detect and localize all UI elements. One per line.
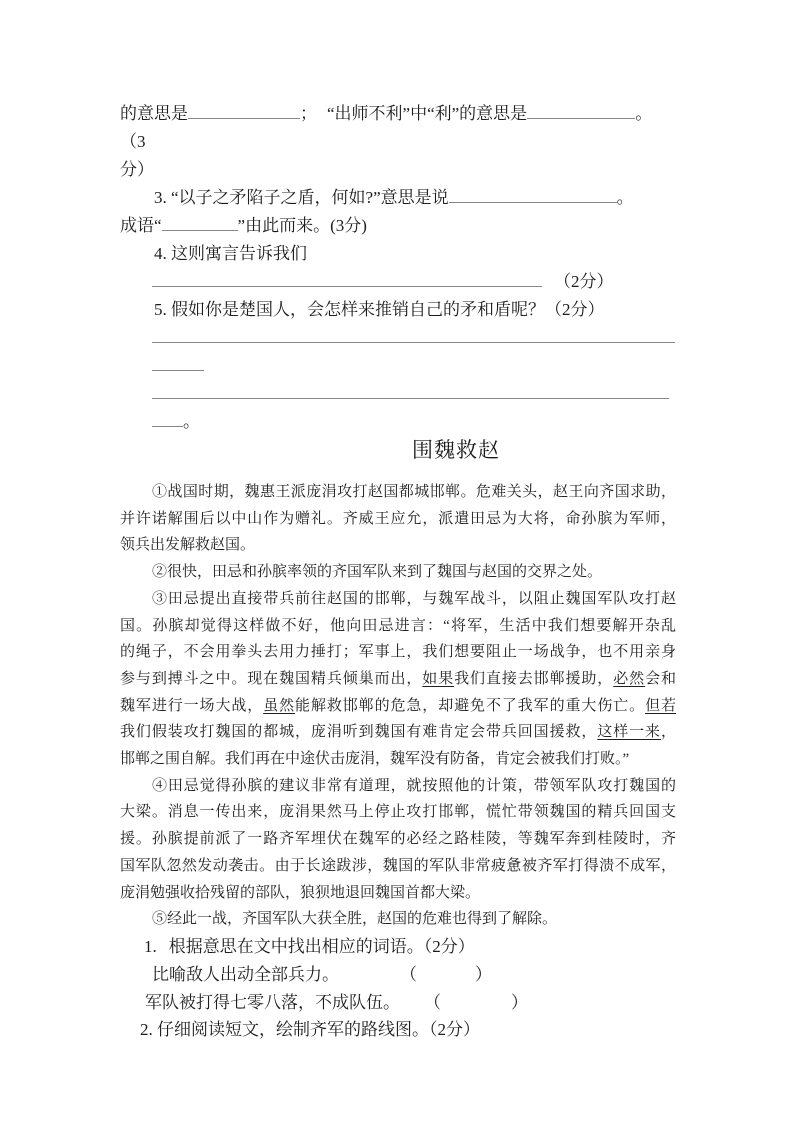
answer-blank: [152, 285, 542, 287]
answer-blank: [152, 369, 204, 371]
reading-question-1-item-a: [120, 961, 676, 989]
text-segment: 会和: [645, 670, 676, 687]
text-line: [120, 719, 676, 746]
text-segment: 魏军进行一场大战，: [120, 697, 264, 714]
spacer: [417, 979, 475, 980]
question-5-answer-line-2: [120, 352, 676, 380]
text-line: [120, 613, 676, 640]
reading-question-1-item-b: [120, 989, 676, 1017]
answer-blank: [188, 117, 300, 119]
text-line: [120, 853, 676, 880]
underlined-word: 这样一来: [597, 724, 661, 741]
page-content: [120, 100, 676, 1044]
text-line: [120, 799, 676, 826]
text-segment: 我们直接去邯郸援助，: [454, 670, 614, 687]
text-segment: 我们假装攻打魏国的都城，庞涓听到魏国有难肯定会带兵回国援救，: [120, 724, 598, 741]
underlined-word: 如果: [422, 670, 455, 687]
passage-paragraph-2: [120, 559, 676, 586]
answer-blank: [449, 201, 617, 203]
text-line: [120, 639, 676, 666]
answer-blank: [152, 341, 675, 343]
text-segment: ）: [511, 992, 528, 1012]
passage-paragraph-4: [120, 773, 676, 907]
reading-passage: [120, 479, 676, 933]
text-segment: ⑤经此一战，齐国军队大获全胜，赵国的危难也得到了解除。: [152, 911, 558, 928]
text-segment: 国军队忽然发动袭击。由于长途跋涉，魏国的军队非常疲惫被齐军打得溃不成军，: [120, 857, 676, 874]
question-5-answer-line-4: [120, 408, 676, 436]
text-line: [120, 773, 676, 800]
spacer: [400, 1007, 424, 1008]
answer-blank: [162, 229, 238, 231]
reading-questions-section: [120, 933, 676, 1044]
text-line: [120, 826, 676, 853]
spacer: [441, 1007, 511, 1008]
passage-paragraph-3: [120, 586, 676, 773]
text-segment: 的意思是: [120, 104, 188, 123]
answer-blank: [152, 397, 669, 399]
reading-question-2: [120, 1016, 676, 1044]
text-segment: 根据意思在文中找出相应的词语。（2分）: [168, 936, 475, 956]
text-segment: ）: [475, 964, 492, 984]
text-segment: 庞涓勉强收拾残留的部队，狼狈地退回魏国首都大梁。: [120, 884, 481, 901]
text-segment: 5. 假如你是楚国人，会怎样来推销自己的矛和盾呢？（2分）: [154, 300, 605, 319]
text-line: [120, 746, 676, 773]
text-line: [120, 532, 676, 559]
question-4-answer-line: [120, 268, 676, 296]
passage-paragraph-1: [120, 479, 676, 559]
underlined-word: 但若: [645, 697, 676, 714]
text-segment: 3. “以子之矛陷子之盾，何如?”意思是说: [154, 188, 449, 207]
text-segment: 。: [616, 188, 634, 207]
text-segment: 邯郸之围自解。我们再在中途伏击庞涓，魏军没有防备，肯定会被我们打败。”: [120, 751, 630, 768]
text-segment: 2. 仔细阅读短文，绘制齐军的路线图。（2分）: [140, 1020, 480, 1040]
spacer: [652, 118, 662, 119]
question-5-answer-line-1: [120, 324, 676, 352]
passage-title-line: [120, 436, 676, 467]
question-3-idiom: [120, 212, 676, 240]
text-segment: ，: [660, 724, 676, 741]
spacer: [542, 286, 554, 287]
text-segment: 领兵出发解救赵国。: [120, 537, 256, 554]
question-5-answer-line-3: [120, 380, 676, 408]
text-segment: “出师不利”中“利”的意思是: [327, 104, 528, 123]
text-line: [120, 880, 676, 907]
reading-question-1: [120, 933, 676, 961]
spacer: [317, 118, 327, 119]
text-line: [120, 906, 676, 933]
text-segment: ④田忌觉得孙膑的建议非常有道理，就按照他的计策，带领军队攻打魏国的: [152, 777, 676, 794]
text-segment: （3: [120, 132, 146, 151]
text-segment: 成语“: [120, 216, 162, 235]
text-segment: 军队被打得七零八落，不成队伍。: [145, 992, 400, 1012]
text-segment: 援。孙膑提前派了一路齐军埋伏在魏军的必经之路桂陵，等魏军奔到桂陵时，齐: [120, 831, 676, 848]
text-segment: 的绳子，不会用拳头去用力捶打；军事上，我们想要阻止一场战争，也不用亲身: [120, 644, 676, 661]
question-5: [120, 296, 676, 324]
text-segment: 分）: [120, 160, 154, 179]
text-line: [120, 479, 676, 506]
question-4: [120, 240, 676, 268]
top-questions-section: [120, 100, 676, 436]
text-segment: （: [424, 992, 441, 1012]
text-line: [120, 559, 676, 586]
text-segment: 国。孙膑却觉得这样做不好，他向田忌进言：“将军，生活中我们想要解开杂乱: [120, 617, 676, 634]
text-line: [120, 693, 676, 720]
text-segment: （2分）: [554, 272, 614, 291]
text-segment: ①战国时期，魏惠王派庞涓攻打赵国都城邯郸。危难关头，赵王向齐国求助，: [152, 484, 676, 500]
question-2-continuation: [120, 100, 676, 156]
text-segment: 大梁。消息一传出来，庞涓果然马上停止攻打邯郸，慌忙带领魏国的精兵回国支: [120, 804, 676, 821]
text-segment: （: [400, 964, 417, 984]
passage-paragraph-5: [120, 906, 676, 933]
passage-title: 围魏救赵: [412, 438, 500, 462]
text-segment: 4. 这则寓言告诉我们: [154, 244, 307, 263]
text-segment: 。: [183, 412, 200, 431]
text-segment: 比喻敌人出动全部兵力。: [152, 964, 339, 984]
text-segment: ；: [300, 104, 317, 123]
answer-blank: [527, 117, 635, 119]
answer-blank: [152, 425, 183, 427]
text-line: [120, 506, 676, 533]
underlined-word: 虽然: [263, 697, 296, 714]
underlined-word: 必然: [613, 670, 646, 687]
text-line: [120, 666, 676, 693]
spacer: [339, 979, 400, 980]
spacer: [157, 951, 169, 952]
text-line: [120, 586, 676, 613]
text-segment: ”由此而来。(3分): [237, 216, 367, 235]
text-segment: ②很快，田忌和孙膑率领的齐国军队来到了魏国与赵国的交界之处。: [152, 564, 603, 581]
question-3: [120, 184, 676, 212]
text-segment: 能解救邯郸的危急，却避免不了我军的重大伤亡。: [295, 697, 646, 714]
text-segment: 参与到搏斗之中。现在魏国精兵倾巢而出，: [120, 670, 423, 687]
text-segment: 1.: [144, 936, 157, 956]
text-segment: 并许诺解围后以中山作为赠礼。齐威王应允，派遣田忌为大将，命孙膑为军师，: [120, 510, 676, 527]
question-2-score-wrap: [120, 156, 676, 184]
text-segment: 。: [635, 104, 653, 123]
text-segment: ③田忌提出直接带兵前往赵国的邯郸，与魏军战斗，以阻止魏国军队攻打赵: [152, 590, 676, 607]
